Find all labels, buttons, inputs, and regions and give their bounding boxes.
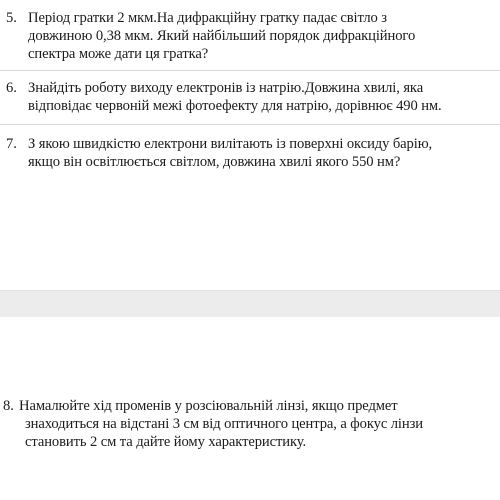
problem-line: [6, 135, 494, 153]
problem-line: якщо він освітлюється світлом, довжина хвилі якого 550 нм?: [28, 154, 401, 170]
problem-line: [6, 79, 494, 97]
problem-text: Намалюйте хід променів у розсіювальній лінзі, якщо предмет: [19, 398, 398, 414]
problem-number: 5.: [6, 10, 17, 26]
problem-line: довжиною 0,38 мкм. Який найбільший порядок дифракційного: [28, 28, 416, 44]
divider: [0, 70, 500, 71]
problem-text: Знайдіть роботу виходу електронів із натрію.Довжина хвилі, яка: [28, 80, 424, 96]
problem-line: [3, 397, 491, 415]
problem-line: знаходиться на відстані 3 см від оптичного центра, а фокус лінзи: [25, 416, 423, 432]
problem-line: спектра може дати ця гратка?: [28, 46, 209, 62]
problem-number: 8.: [3, 398, 14, 414]
problem-line: відповідає червоній межі фотоефекту для натрію, дорівнює 490 нм.: [28, 98, 442, 114]
page-gap: [0, 290, 500, 318]
problem-line: становить 2 см та дайте йому характеристику.: [25, 434, 307, 450]
problem-5: [6, 9, 494, 63]
problem-number: 7.: [6, 136, 17, 152]
problem-text: Період гратки 2 мкм.На дифракційну гратку падає світло з: [28, 10, 387, 26]
problem-8: [3, 397, 491, 451]
problem-text: З якою швидкістю електрони вилітають із поверхні оксиду барію,: [28, 136, 433, 152]
divider: [0, 124, 500, 125]
problem-6: [6, 79, 494, 115]
problem-7: [6, 135, 494, 171]
problem-number: 6.: [6, 80, 17, 96]
problem-line: [6, 9, 494, 27]
